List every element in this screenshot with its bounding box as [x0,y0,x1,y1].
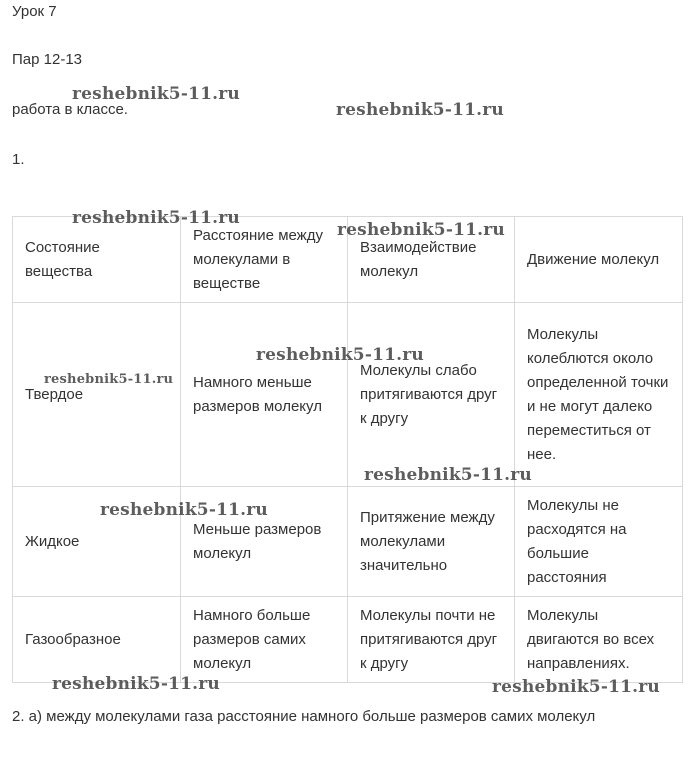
task-1-number: 1. [12,151,25,168]
watermark: reshebnik5-11.ru [52,674,220,694]
table-cell: Молекулы двигаются во всех направлениях. [515,597,683,683]
table-cell: Жидкое [13,487,181,597]
table-cell: Молекулы не расходятся на большие расстояния [515,487,683,597]
table-row-solid [13,303,683,487]
paragraph-range: Пар 12-13 [12,51,82,68]
table-row-gas [13,597,683,683]
table-cell: Притяжение между молекулами значительно [348,487,515,597]
table-cell: Молекулы колеблются около определенной точки и не могут далеко переместиться от нее. [515,303,683,487]
watermark: reshebnik5-11.ru [44,372,174,387]
table-cell: Намного меньше размеров молекул [181,303,348,487]
answer-2: 2. а) между молекулами газа расстояние намного больше размеров самих молекул [12,708,596,725]
table-cell: Молекулы почти не притягиваются друг к другу [348,597,515,683]
table-cell: Газообразное [13,597,181,683]
table-cell: Молекулы слабо притягиваются друг к другу [348,303,515,487]
watermark: reshebnik5-11.ru [337,220,505,240]
table-cell: Твердое [13,303,181,487]
table-cell: Меньше размеров молекул [181,487,348,597]
watermark: reshebnik5-11.ru [100,500,268,520]
watermark: reshebnik5-11.ru [336,100,504,120]
watermark: reshebnik5-11.ru [364,465,532,485]
table-cell: Намного больше размеров самих молекул [181,597,348,683]
header-cell-interaction: Взаимодействие молекул [348,217,515,303]
header-cell-distance: Расстояние между молекулами в веществе [181,217,348,303]
watermark: reshebnik5-11.ru [256,345,424,365]
states-of-matter-table [12,216,683,683]
lesson-title: Урок 7 [12,3,57,20]
watermark: reshebnik5-11.ru [492,677,660,697]
work-type: работа в классе. [12,101,128,118]
watermark: reshebnik5-11.ru [72,208,240,228]
header-cell-state: Состояние вещества [13,217,181,303]
header-cell-motion: Движение молекул [515,217,683,303]
watermark: reshebnik5-11.ru [72,84,240,104]
